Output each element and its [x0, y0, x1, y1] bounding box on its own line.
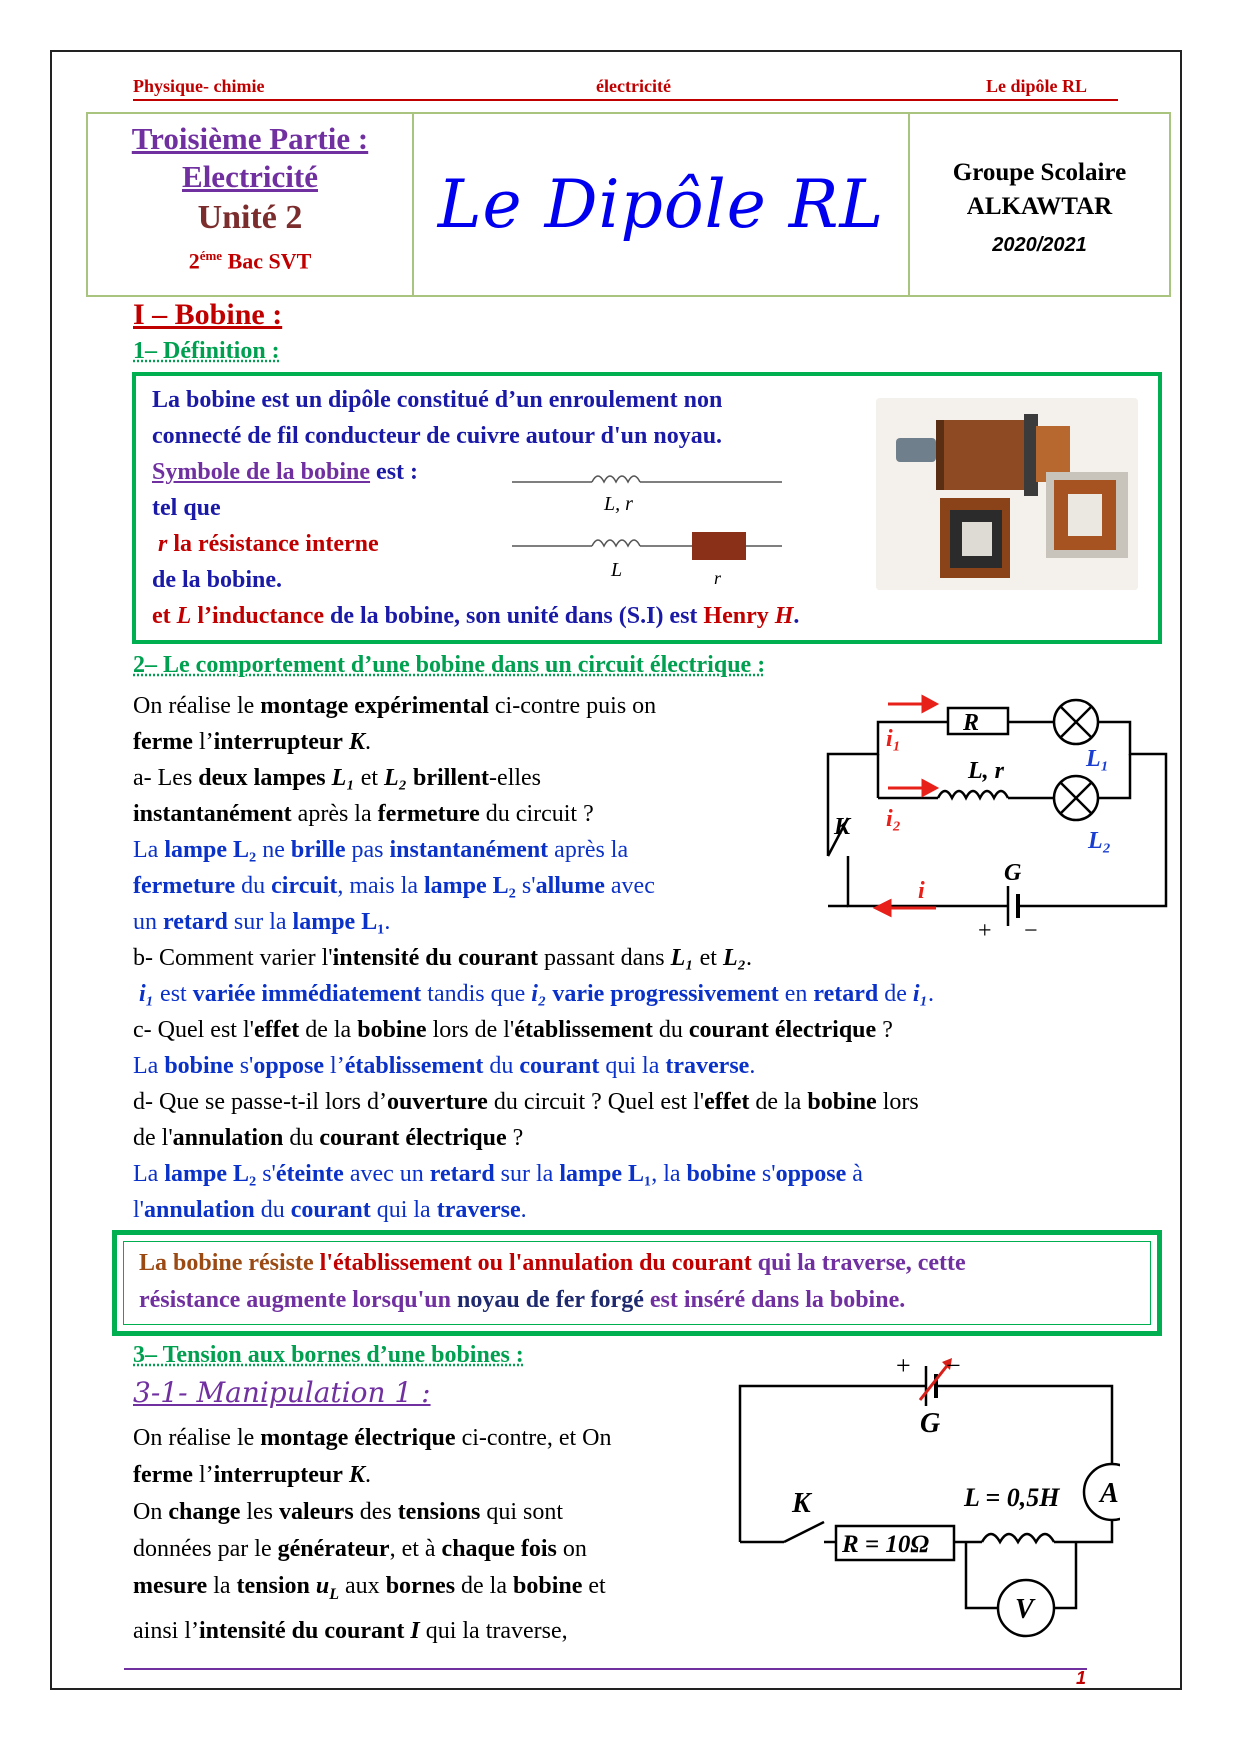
summary-box [112, 1230, 1162, 1336]
circuit-diagram-voltmeter [730, 1340, 1120, 1650]
lamp-l2-label: L₂ [1088, 828, 1112, 854]
school-name-line2: ALKAWTAR [966, 193, 1113, 220]
part-title: Troisième Partie : [131, 121, 369, 156]
page-number: 1 [1076, 1668, 1087, 1688]
header-title-cell [412, 114, 908, 295]
part-subject: Electricité [182, 159, 318, 194]
topbar-subject: Physique- chimie [133, 76, 265, 96]
current-i-label: i [918, 878, 925, 904]
subsection-behaviour-title: 2– Le comportement d’une bobine dans un circuit électrique : [133, 652, 766, 678]
generator-g-label: G [1004, 860, 1022, 886]
coils-photo [876, 398, 1138, 590]
resistance-label: R = 10Ω [842, 1531, 930, 1558]
coil-lr-label: L, r [968, 758, 1004, 784]
school-year: 2020/2021 [992, 234, 1087, 256]
header-left-cell [88, 114, 412, 295]
topbar-underline [133, 99, 1118, 101]
lesson-title: Le Dipôle RL [437, 166, 885, 243]
footer-line [124, 1668, 1087, 1670]
ammeter-label: A [1100, 1478, 1119, 1509]
section-title-bobine: I – Bobine : [133, 298, 283, 331]
lamp-l1-label: L₁ [1086, 746, 1110, 772]
generator-g-label-2: G [920, 1408, 941, 1439]
resistor-label: R [963, 710, 980, 736]
topbar-chapter: électricité [596, 76, 671, 96]
level-label: $2^{éme}$ Bac SVT [188, 248, 312, 274]
school-name-line1: Groupe Scolaire [952, 159, 1127, 186]
header-right-cell [908, 114, 1169, 295]
coil-symbol-diagram [512, 468, 792, 588]
tel-que: tel que [152, 495, 221, 521]
inductance-label: L = 0,5H [964, 1483, 1060, 1512]
manipulation-text: On réalise le montage électrique ci-contre, et On ferme l’interrupteur K. On change les valeurs des tensions qui sont données par le générateur, et à chaque fois on mesure la tension $u_L$ aux bornes de la bobine et ainsi l’intensité du courant I qui la traverse, [133, 1425, 612, 1644]
switch-k-label: K [834, 814, 851, 840]
plus-terminal: + [978, 918, 992, 944]
definition-text: La bobine est un dipôle constitué d’un enroulement non connecté de fil conducteur de cuivre autour d'un noyau. [152, 387, 723, 449]
r-description: r la résistance interne [158, 531, 379, 557]
symbol-text: Symbole de la bobine est : [152, 459, 419, 485]
coil-label-lr: L, r [604, 493, 633, 515]
circuit-diagram-lamps [818, 686, 1178, 946]
header-table [86, 112, 1171, 297]
l-description: et L l’inductance de la bobine, son unité dans (S.I) est Henry H. [152, 603, 800, 629]
subsection-voltage-title: 3– Tension aux bornes d’une bobines : [133, 1342, 524, 1368]
summary-text: La bobine résiste l'établissement ou l'annulation du courant qui la traverse, cette résistance augmente lorsqu'un noyau de fer forgé est inséré dans la bobine. [139, 1250, 966, 1313]
minus-terminal-2: − [946, 1351, 961, 1380]
unit-label: Unité 2 [197, 199, 303, 236]
switch-k-label-2: K [792, 1488, 811, 1519]
r-description-2: de la bobine. [152, 567, 283, 593]
subsection-definition-title: 1– Définition : [133, 338, 280, 364]
plus-terminal-2: + [896, 1351, 911, 1380]
resistor-label-r: r [714, 568, 722, 588]
experiment-intro: On réalise le montage expérimental ci-contre puis on ferme l’interrupteur K. a- Les deux lampes L₁ et L₂ brillent-elles instantanément après la fermeture du circuit ? La lampe L₂ ne brille pas instantanément après la fermeture du circuit, mais la lampe L₂ s'allume avec un retard sur la lampe L₁. b- Comment varier l'intensité du courant passant dans L₁ et L₂. i₁ est variée immédiatement tandis que i₂ varie progressivement en retard de i₁. c- Quel est l'effet de la bobine lors de l'établissement du courant électrique ? La bobine s'oppose l’établissement du courant qui la traverse. d- Que se passe-t-il lors d’ouverture du circuit ? Quel est l'effet de la bobine lors de l'annulation du courant électrique ? La lampe L₂ s'éteinte avec un retard sur la lampe L₁, la bobine s'oppose à l'annulation du courant qui la traverse. [133, 693, 934, 1223]
manipulation-title: 3-1- Manipulation 1 : [133, 1376, 431, 1409]
topbar-lesson: Le dipôle RL [986, 76, 1088, 96]
minus-terminal: − [1024, 918, 1038, 944]
voltmeter-label: V [1015, 1594, 1034, 1625]
coil-label-l: L [611, 559, 623, 581]
current-i1-label: i₁ [886, 726, 902, 752]
current-i2-label: i₂ [886, 806, 902, 832]
